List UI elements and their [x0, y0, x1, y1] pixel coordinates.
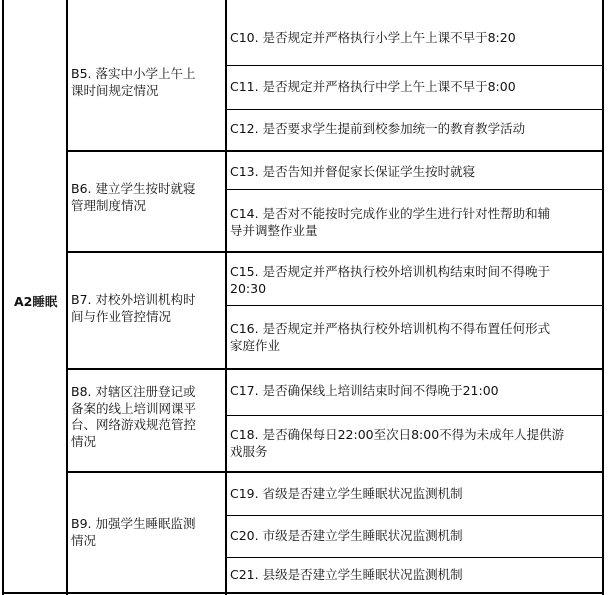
c-line: C12. 是否要求学生提前到校参加统一的教育教学活动 [230, 121, 526, 136]
c10-cell [230, 30, 516, 47]
row-divider [225, 189, 604, 190]
row-divider [225, 305, 604, 306]
group-divider [66, 150, 604, 152]
b-line: 间与作业管控情况 [71, 308, 172, 324]
b9-cell [71, 516, 195, 549]
b7-cell [71, 292, 195, 325]
c17-cell [230, 383, 499, 400]
c-line: C15. 是否规定并严格执行校外培训机构结束时间不得晚于 [230, 264, 551, 279]
border-col1 [66, 0, 68, 595]
b-line: 台、网络游戏规范管控 [71, 417, 197, 432]
c-line: C18. 是否确保每日22:00至次日8:00不得为未成年人提供游 [230, 427, 565, 442]
c20-cell [230, 528, 463, 545]
c-line: C17. 是否确保线上培训结束时间不得晚于21:00 [230, 383, 499, 398]
c-line: C13. 是否告知并督促家长保证学生按时就寝 [230, 164, 476, 179]
b-line: B9. 加强学生睡眠监测 [71, 516, 196, 531]
c12-cell [230, 121, 525, 138]
b-line: 课时间规定情况 [71, 82, 159, 98]
b-line: 管理制度情况 [71, 197, 147, 213]
c-line: C11. 是否规定并严格执行中学上午上课不早于8:00 [230, 79, 516, 94]
b-line: 备案的线上培训网课平 [71, 400, 197, 416]
c-line: C10. 是否规定并严格执行小学上午上课不早于8:20 [230, 30, 516, 45]
c-line: C14. 是否对不能按时完成作业的学生进行针对性帮助和辅 [230, 206, 551, 221]
c-line: C16. 是否规定并严格执行校外培训机构不得布置任何形式 [230, 321, 551, 336]
c13-cell [230, 164, 475, 181]
c14-cell [230, 206, 550, 239]
group-divider [66, 471, 604, 473]
border-left [2, 0, 4, 595]
row-divider [225, 65, 604, 66]
c-line: 导并调整作业量 [230, 222, 318, 238]
c16-cell [230, 321, 550, 354]
c-line: C20. 市级是否建立学生睡眠状况监测机制 [230, 528, 463, 543]
row-divider [225, 415, 604, 416]
c19-cell [230, 486, 463, 503]
b5-cell [71, 66, 195, 99]
border-col2 [225, 0, 227, 595]
c21-cell [230, 567, 463, 584]
category-a2-sleep: A2睡眠 [14, 294, 58, 309]
table-bottom [2, 592, 604, 594]
b-line: B5. 落实中小学上午上 [71, 66, 196, 81]
b-line: 情况 [71, 433, 97, 449]
b-line: B7. 对校外培训机构时 [71, 292, 196, 307]
c-line: 家庭作业 [230, 337, 281, 353]
c-line: 20:30 [230, 280, 267, 296]
c15-cell [230, 264, 550, 297]
b-line: B8. 对辖区注册登记或 [71, 384, 196, 399]
c-line: C21. 县级是否建立学生睡眠状况监测机制 [230, 567, 463, 582]
row-divider [225, 515, 604, 516]
b-line: 情况 [71, 532, 97, 548]
c-line: 戏服务 [230, 443, 268, 459]
c11-cell [230, 79, 516, 96]
group-divider [66, 251, 604, 253]
border-right [602, 0, 604, 595]
c18-cell [230, 427, 564, 460]
row-divider [225, 557, 604, 558]
group-divider [66, 368, 604, 370]
b8-cell [71, 384, 196, 450]
b-line: B6. 建立学生按时就寝 [71, 181, 196, 196]
b6-cell [71, 181, 195, 214]
row-divider [225, 109, 604, 110]
c-line: C19. 省级是否建立学生睡眠状况监测机制 [230, 486, 463, 501]
